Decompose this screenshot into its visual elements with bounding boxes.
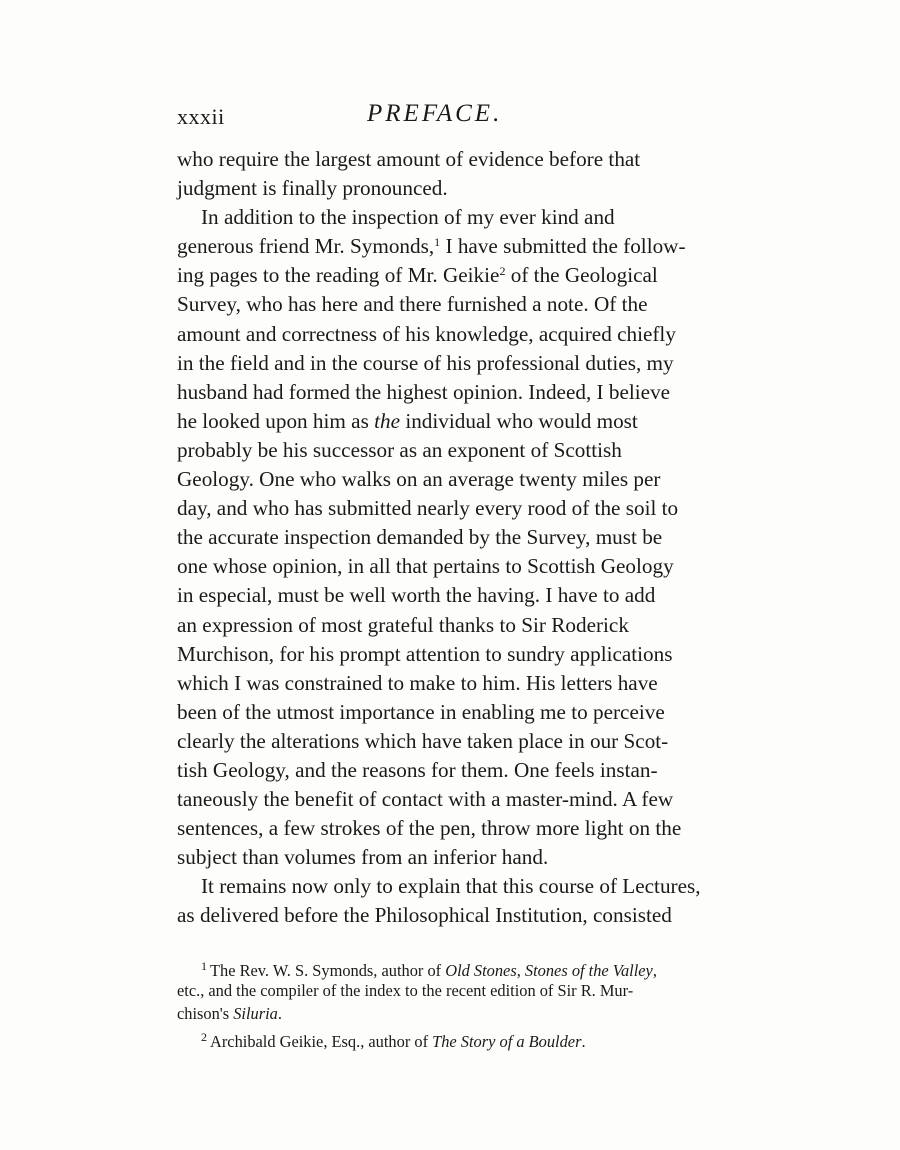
- paragraph-start-line: In addition to the inspection of my ever kind and: [201, 205, 615, 230]
- text-line: one whose opinion, in all that pertains to Scottish Geology: [177, 554, 674, 579]
- book-title: Old Stones: [445, 961, 517, 980]
- text-line: Geology. One who walks on an average twenty miles per: [177, 467, 661, 492]
- text-line: taneously the benefit of contact with a master-mind. A few: [177, 787, 674, 812]
- text-fragment: .: [581, 1031, 586, 1051]
- footnotes: [177, 955, 727, 1049]
- text-fragment: generous friend Mr. Symonds,: [177, 234, 435, 259]
- text-fragment: of the Geological: [505, 263, 658, 288]
- text-fragment: individual who would most: [400, 408, 638, 433]
- text-line: clearly the alterations which have taken place in our Scot-: [177, 728, 669, 753]
- text-fragment: ing pages to the reading of Mr. Geikie: [177, 263, 500, 288]
- text-line: [177, 407, 727, 436]
- text-line: in especial, must be well worth the having. I have to add: [177, 583, 656, 608]
- text-line: which I was constrained to make to him. His letters have: [177, 670, 658, 695]
- text-line: [177, 145, 727, 174]
- text-line: husband had formed the highest opinion. Indeed, I believe: [177, 379, 671, 404]
- footnote-2: [177, 1026, 727, 1050]
- text-line: Survey, who has here and there furnished a note. Of the: [177, 292, 648, 317]
- page-number: xxxii: [177, 104, 225, 129]
- footnote-1-line: [177, 1002, 727, 1026]
- book-title: Siluria: [233, 1004, 278, 1024]
- book-title: The Story of a Boulder: [432, 1031, 582, 1051]
- text-fragment: .: [277, 1004, 282, 1024]
- text-line: probably be his successor as an exponent of Scottish: [177, 437, 622, 462]
- text-line: Murchison, for his prompt attention to sundry applications: [177, 641, 673, 666]
- text-line: sentences, a few strokes of the pen, throw more light on the: [177, 816, 682, 841]
- text-line: judgment is finally pronounced.: [177, 176, 448, 201]
- text-line: amount and correctness of his knowledge, acquired chiefly: [177, 321, 676, 346]
- text-line: subject than volumes from an inferior hand.: [177, 845, 549, 870]
- body-text: [177, 145, 727, 931]
- emphasis: the: [374, 408, 401, 433]
- text-fragment: The Rev. W. S. Symonds, author of: [210, 961, 446, 980]
- text-line: [177, 232, 727, 261]
- text-fragment: ,: [652, 961, 657, 980]
- text-fragment: he looked upon him as: [177, 408, 375, 433]
- text-line: an expression of most grateful thanks to Sir Roderick: [177, 612, 629, 637]
- page-header: [177, 100, 727, 144]
- footnote-1-line: etc., and the compiler of the index to the recent edition of Sir R. Mur-: [177, 980, 634, 1000]
- text-fragment: Archibald Geikie, Esq., author of: [210, 1031, 433, 1051]
- text-line: [177, 261, 727, 290]
- text-line: tish Geology, and the reasons for them. One feels instan-: [177, 757, 658, 782]
- text-line: as delivered before the Philosophical Institution, consisted: [177, 903, 672, 928]
- footnote-marker: 1: [201, 959, 207, 973]
- paragraph-start-line: It remains now only to explain that this course of Lectures,: [201, 874, 701, 899]
- footnote-1: [177, 955, 727, 979]
- text-line: in the field and in the course of his professional duties, my: [177, 350, 674, 375]
- footnote-marker: 2: [201, 1029, 207, 1044]
- footnote-ref-2: 2: [499, 264, 506, 279]
- text-line: been of the utmost importance in enabling me to perceive: [177, 699, 665, 724]
- text-fragment: chison's: [177, 1004, 234, 1024]
- book-title: Stones of the Valley: [524, 961, 653, 980]
- text-line: day, and who has submitted nearly every rood of the soil to: [177, 496, 679, 521]
- text-line: the accurate inspection demanded by the Survey, must be: [177, 525, 663, 550]
- text-fragment: ,: [516, 961, 525, 980]
- text-fragment: I have submitted the follow-: [440, 234, 686, 259]
- running-title: PREFACE.: [367, 100, 503, 127]
- text-line-content: who require the largest amount of evidence before that: [177, 147, 641, 171]
- footnote-ref-1: 1: [434, 235, 441, 250]
